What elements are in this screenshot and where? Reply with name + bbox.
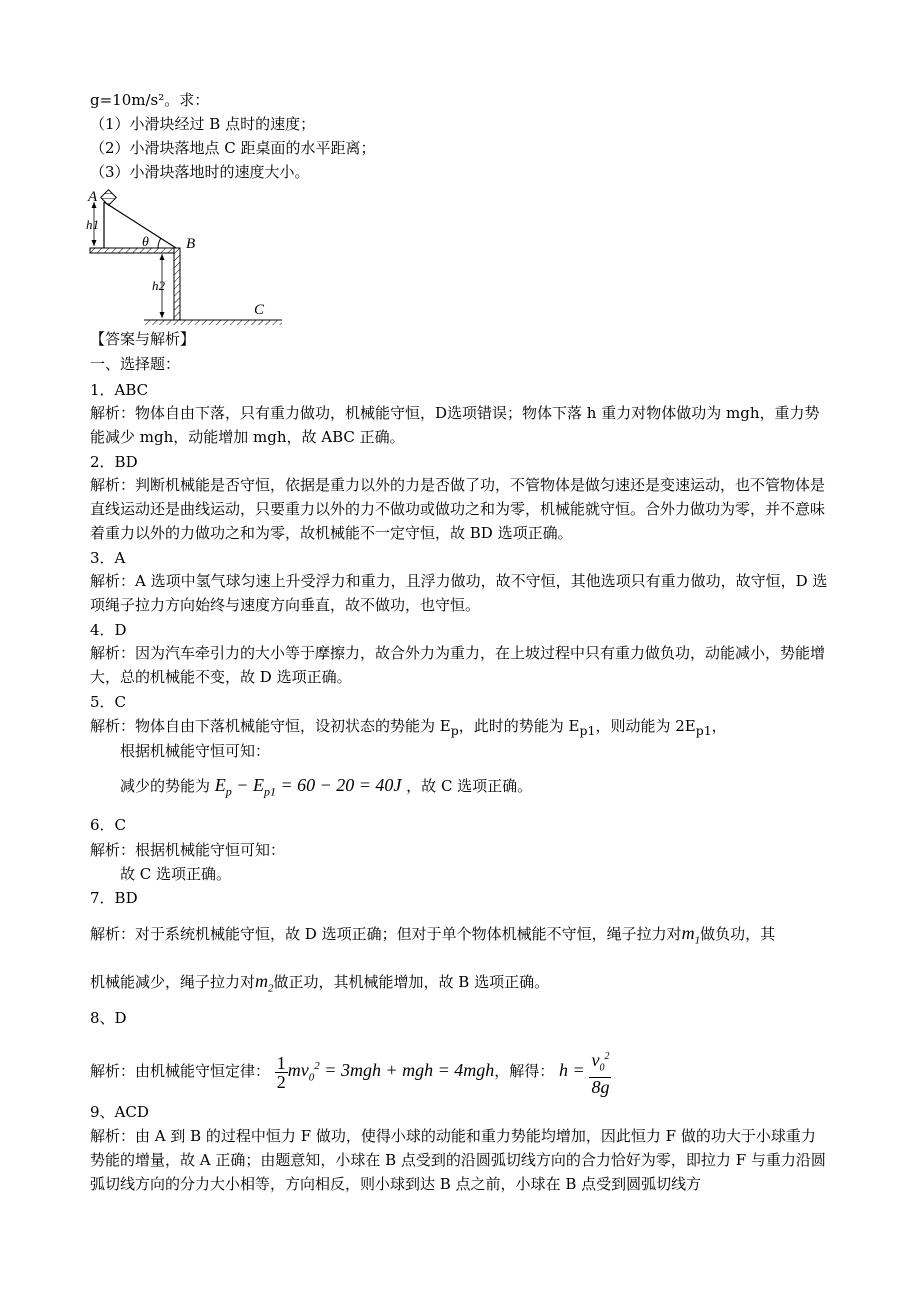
answer-7-num: 7．BD bbox=[90, 889, 138, 907]
part-title: 一、选择题： bbox=[90, 355, 181, 373]
answer-3-num: 3．A bbox=[90, 549, 126, 567]
potential-diff-formula: $E_p - E_{p1} = 60 - 20 = 40J$ bbox=[214, 775, 402, 799]
question-3: （3）小滑块落地时的速度大小。 bbox=[90, 163, 310, 181]
answer-5-line1: 解析：物体自由下落机械能守恒，设初状态的势能为 $E_p$，此时的势能为 $E_{p1}$，则动能为 $2E_{p1}$， bbox=[90, 717, 727, 738]
label-b: B bbox=[186, 236, 196, 252]
label-theta: θ bbox=[142, 235, 149, 250]
label-a: A bbox=[88, 189, 98, 205]
given-line: g=10m/s²。求： bbox=[90, 91, 210, 109]
answer-4-text: 解析：因为汽车牵引力的大小等于摩擦力，故合外力为重力，在上坡过程中只有重力做负功，动能减小，势能增大，总的机械能不变，故 D 选项正确。 bbox=[90, 644, 826, 686]
incline-figure bbox=[86, 186, 286, 328]
table-leg bbox=[174, 248, 180, 320]
ground bbox=[144, 320, 282, 325]
answer-6-line1: 解析：根据机械能守恒可知： bbox=[90, 841, 286, 859]
answer-9-num: 9、ACD bbox=[90, 1103, 149, 1121]
answer-5-line2: 根据机械能守恒可知： bbox=[120, 742, 271, 760]
answer-1-text: 解析：物体自由下落，只有重力做功，机械能守恒，D选项错误；物体下落 h 重力对物体做功为 mgh，重力势能减少 mgh，动能增加 mgh，故 ABC 正确。 bbox=[90, 404, 820, 446]
h-fraction: $\frac{v_0^2}{8g}$ bbox=[591, 1049, 610, 1098]
answer-9-text: 解析：由 A 到 B 的过程中恒力 F 做功，使得小球的动能和重力势能均增加，因此恒力 F 做的功大于小球重力势能的增量，故 A 正确；由题意知，小球在 B 点受到的沿圆弧切线方向的合力恰好为零，即拉力 F 与重力沿圆弧切线方向的分力大小相等，方向相反，则小球到达 B 点之前，小球在 B 点受到圆弧切线方 bbox=[90, 1127, 826, 1193]
answer-1-num: 1．ABC bbox=[90, 381, 149, 399]
answer-4-num: 4．D bbox=[90, 621, 127, 639]
section-title: 【答案与解析】 bbox=[90, 330, 196, 348]
table-top bbox=[90, 248, 174, 253]
answer-6-line2: 故 C 选项正确。 bbox=[120, 865, 232, 883]
answer-7-line1: 解析：对于系统机械能守恒，故 D 选项正确；但对于单个物体机械能不守恒，绳子拉力对$m_1$做负功，其 bbox=[90, 923, 776, 947]
answer-5-num: 5．C bbox=[90, 693, 127, 711]
answer-3-text: 解析：A 选项中氢气球匀速上升受浮力和重力，且浮力做功，故不守恒，其他选项只有重力做功，故守恒，D 选项绳子拉力方向始终与速度方向垂直，故不做功，也守恒。 bbox=[90, 572, 828, 614]
answer-2-num: 2．BD bbox=[90, 453, 138, 471]
answer-8-num: 8、D bbox=[90, 1009, 127, 1027]
answer-7-line2: 机械能减少，绳子拉力对$m_2$做正功，其机械能增加，故 B 选项正确。 bbox=[90, 971, 550, 995]
answer-6-num: 6．C bbox=[90, 816, 127, 834]
question-2: （2）小滑块落地点 C 距桌面的水平距离； bbox=[90, 139, 376, 157]
label-h1: h1 bbox=[86, 217, 99, 232]
label-c: C bbox=[254, 302, 265, 318]
slider-block bbox=[101, 190, 117, 206]
answer-2-text: 解析：判断机械能是否守恒，依据是重力以外的力是否做了功，不管物体是做匀速还是变速运动，也不管物体是直线运动还是曲线运动，只要重力以外的力不做功或做功之和为零，机械能就守恒。合外力做功为零，并不意味着重力以外的力做功之和为零，故机械能不一定守恒，故 BD 选项正确。 bbox=[90, 476, 826, 542]
answer-5-line3: 减少的势能为 $E_p - E_{p1} = 60 - 20 = 40J$ ，故 C 选项正确。 bbox=[120, 775, 533, 799]
question-1: （1）小滑块经过 B 点时的速度； bbox=[90, 115, 316, 133]
half-fraction: $\frac{1}{2}$ bbox=[276, 1052, 286, 1092]
label-h2: h2 bbox=[152, 278, 165, 293]
answer-8-line: 解析：由机械能守恒定律： $\frac{1}{2}$ $mv_0^2 = 3mgh$ + mgh = 4mgh，解得： h = $\frac{v_0^2}{8g}$ bbox=[90, 1049, 610, 1098]
